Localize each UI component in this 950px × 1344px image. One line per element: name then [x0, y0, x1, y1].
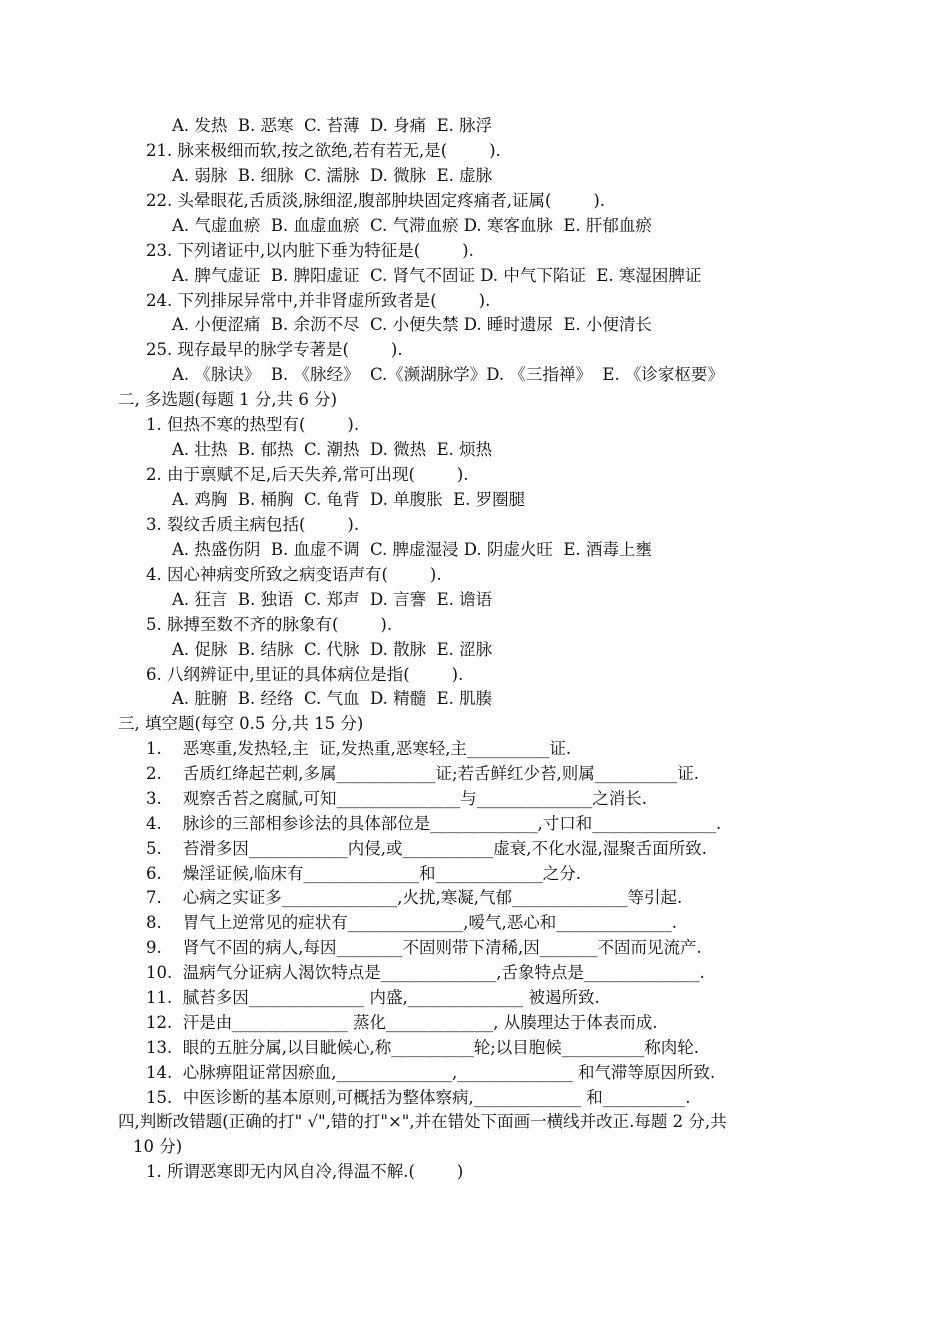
fill-blank-line: 5. 苔滑多因____________内侵,或___________虚衰,不化水湿,湿聚舌面所致. — [146, 839, 707, 858]
fill-blank-line: 11. 腻苔多因______________ 内盛,______________ 被遏所致. — [146, 988, 600, 1007]
options-line: A. 脾气虚证 B. 脾阳虚证 C. 肾气不固证 D. 中气下陷证 E. 寒湿困脾证 — [172, 266, 702, 285]
section-heading: 三, 填空题(每空 0.5 分,共 15 分) — [118, 714, 364, 733]
fill-blank-line: 12. 汗是由______________ 蒸化_____________, 从腠理达于体表而成. — [146, 1013, 658, 1032]
section-heading-continuation: 10 分) — [133, 1137, 183, 1156]
question-line: 23. 下列诸证中,以内脏下垂为特征是( ). — [146, 241, 474, 260]
question-line: 1. 但热不寒的热型有( ). — [146, 415, 360, 434]
question-line: 4. 因心神病变所致之病变语声有( ). — [146, 565, 442, 584]
section-heading: 二, 多选题(每题 1 分,共 6 分) — [118, 390, 338, 409]
question-line: 21. 脉来极细而软,按之欲绝,若有若无,是( ). — [146, 141, 501, 160]
fill-blank-line: 7. 心病之实证多______________,火扰,寒凝,气郁______________等引起. — [146, 888, 683, 907]
fill-blank-line: 14. 心脉痹阻证常因瘀血,______________,______________ 和气滞等原因所致. — [146, 1063, 716, 1082]
options-line: A. 壮热 B. 郁热 C. 潮热 D. 微热 E. 烦热 — [172, 440, 493, 459]
question-line: 25. 现存最早的脉学专著是( ). — [146, 340, 403, 359]
fill-blank-line: 1. 恶寒重,发热轻,主 证,发热重,恶寒轻,主__________证. — [146, 739, 572, 758]
options-line: A. 鸡胸 B. 桶胸 C. 龟背 D. 单腹胀 E. 罗圈腿 — [172, 490, 526, 509]
options-line: A. 小便涩痛 B. 余沥不尽 C. 小便失禁 D. 睡时遗尿 E. 小便清长 — [172, 315, 652, 334]
question-line: 5. 脉搏至数不齐的脉象有( ). — [146, 615, 393, 634]
fill-blank-line: 8. 胃气上逆常见的症状有______________,嗳气,恶心和______________. — [146, 913, 677, 932]
options-line: A. 脏腑 B. 经络 C. 气血 D. 精髓 E. 肌腠 — [172, 689, 493, 708]
section-heading: 四,判断改错题(正确的打" √",错的打"×",并在错处下面画一横线并改正.每题 2 分,共 — [118, 1112, 727, 1131]
options-line: A. 促脉 B. 结脉 C. 代脉 D. 散脉 E. 涩脉 — [172, 640, 493, 659]
question-line: 24. 下列排尿异常中,并非肾虚所致者是( ). — [146, 291, 491, 310]
options-line: A. 狂言 B. 独语 C. 郑声 D. 言謇 E. 谵语 — [172, 590, 493, 609]
question-line: 6. 八纲辨证中,里证的具体病位是指( ). — [146, 665, 464, 684]
fill-blank-line: 2. 舌质红绛起芒刺,多属____________证;若舌鲜红少苔,则属__________证. — [146, 764, 700, 783]
fill-blank-line: 4. 脉诊的三部相参诊法的具体部位是_____________,寸口和_______________. — [146, 814, 722, 833]
question-line: 1. 所谓恶寒即无内风自冷,得温不解.( ) — [146, 1162, 464, 1181]
options-line: A. 气虚血瘀 B. 血虚血瘀 C. 气滞血瘀 D. 寒客血脉 E. 肝郁血瘀 — [172, 216, 652, 235]
fill-blank-line: 9. 肾气不固的病人,每因________不固则带下清稀,因_______不固而见流产. — [146, 938, 702, 957]
fill-blank-line: 6. 燥淫证候,临床有______________和_____________之分. — [146, 864, 581, 883]
question-line: 22. 头晕眼花,舌质淡,脉细涩,腹部肿块固定疼痛者,证属( ). — [146, 191, 606, 210]
fill-blank-line: 10. 温病气分证病人渴饮特点是______________,舌象特点是______________. — [146, 963, 705, 982]
question-line: 3. 裂纹舌质主病包括( ). — [146, 515, 360, 534]
fill-blank-line: 3. 观察舌苔之腐腻,可知_______________与______________之消长. — [146, 789, 647, 808]
options-line: A. 《脉诀》 B. 《脉经》 C.《濒湖脉学》D. 《三指禅》 E. 《诊家枢要》 — [172, 365, 724, 384]
fill-blank-line: 15. 中医诊断的基本原则,可概括为整体察病,_____________ 和__________. — [146, 1088, 691, 1107]
options-line: A. 发热 B. 恶寒 C. 苔薄 D. 身痛 E. 脉浮 — [172, 116, 493, 135]
question-line: 2. 由于禀赋不足,后天失养,常可出现( ). — [146, 465, 469, 484]
options-line: A. 热盛伤阴 B. 血虚不调 C. 脾虚湿浸 D. 阴虚火旺 E. 酒毒上壅 — [172, 540, 652, 559]
options-line: A. 弱脉 B. 细脉 C. 濡脉 D. 微脉 E. 虚脉 — [172, 166, 493, 185]
fill-blank-line: 13. 眼的五脏分属,以目眦候心,称__________轮;以目胞候__________称肉轮. — [146, 1038, 700, 1057]
